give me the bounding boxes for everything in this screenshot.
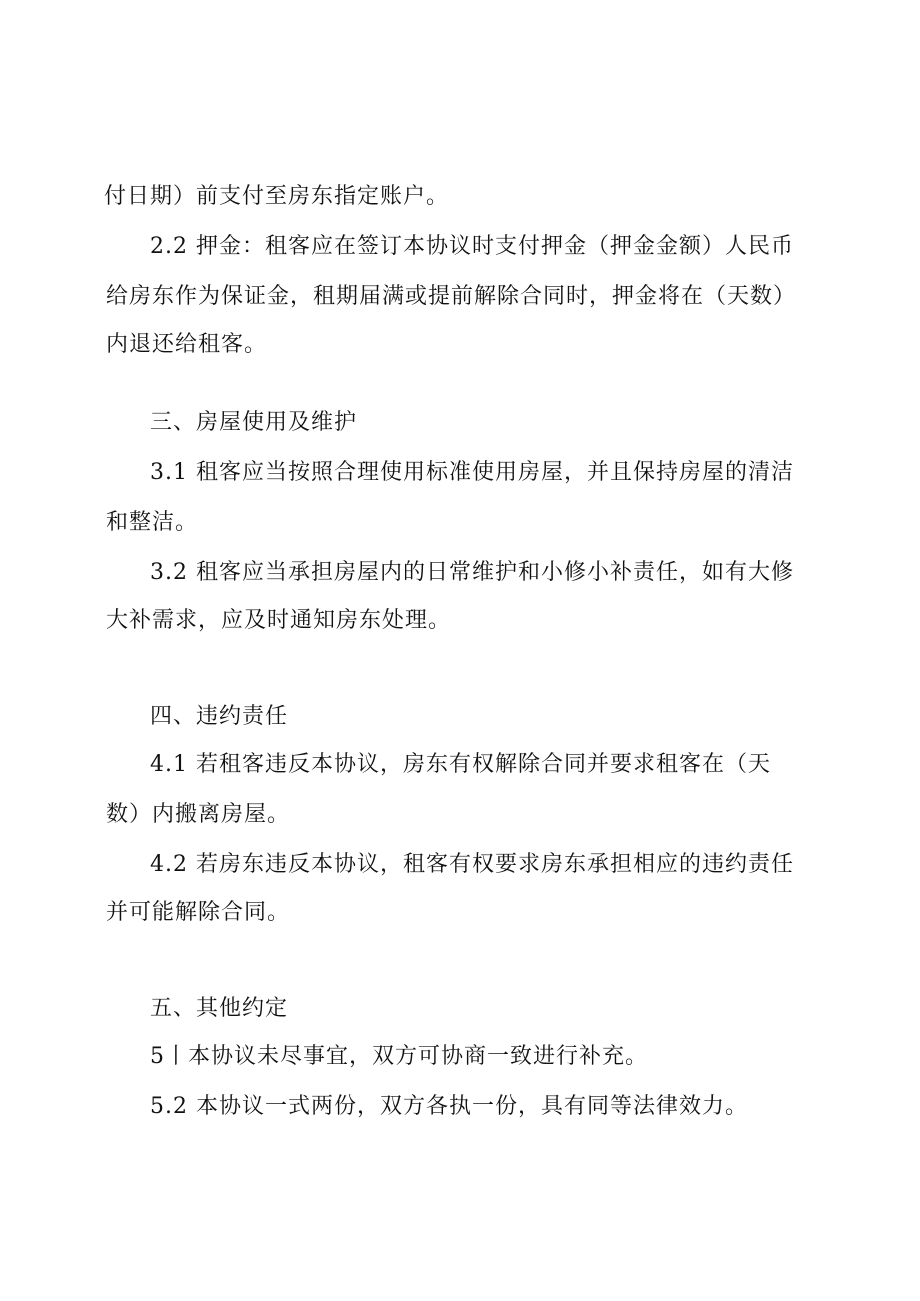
paragraph-line: 4.2 若房东违反本协议，租客有权要求房东承担相应的违约责任 [150, 852, 794, 877]
section-heading: 五、其他约定 [150, 996, 289, 1021]
paragraph-line: 给房东作为保证金，租期届满或提前解除合同时，押金将在（天数） [106, 284, 797, 309]
paragraph-line: 大补需求，应及时通知房东处理。 [106, 608, 452, 633]
paragraph-line: 3.1 租客应当按照合理使用标准使用房屋，并且保持房屋的清洁 [150, 460, 794, 485]
section-heading: 三、房屋使用及维护 [150, 410, 358, 435]
paragraph-line: 数）内搬离房屋。 [106, 802, 291, 827]
paragraph-line: 和整洁。 [106, 510, 199, 535]
paragraph-line: 2.2 押金：租客应在签订本协议时支付押金（押金金额）人民币 [150, 234, 794, 259]
paragraph-line: 并可能解除合同。 [106, 900, 291, 925]
paragraph-line: 4.1 若租客违反本协议，房东有权解除合同并要求租客在（天 [150, 752, 771, 777]
section-heading: 四、违约责任 [150, 704, 289, 729]
paragraph-line: 内退还给租客。 [106, 332, 268, 357]
paragraph-line: 付日期）前支付至房东指定账户。 [104, 184, 450, 209]
paragraph-line: 3.2 租客应当承担房屋内的日常维护和小修小补责任，如有大修 [150, 560, 794, 585]
paragraph-line: 5.2 本协议一式两份，双方各执一份，具有同等法律效力。 [150, 1094, 748, 1119]
paragraph-line: 5丨本协议未尽事宜，双方可协商一致进行补充。 [150, 1044, 648, 1069]
